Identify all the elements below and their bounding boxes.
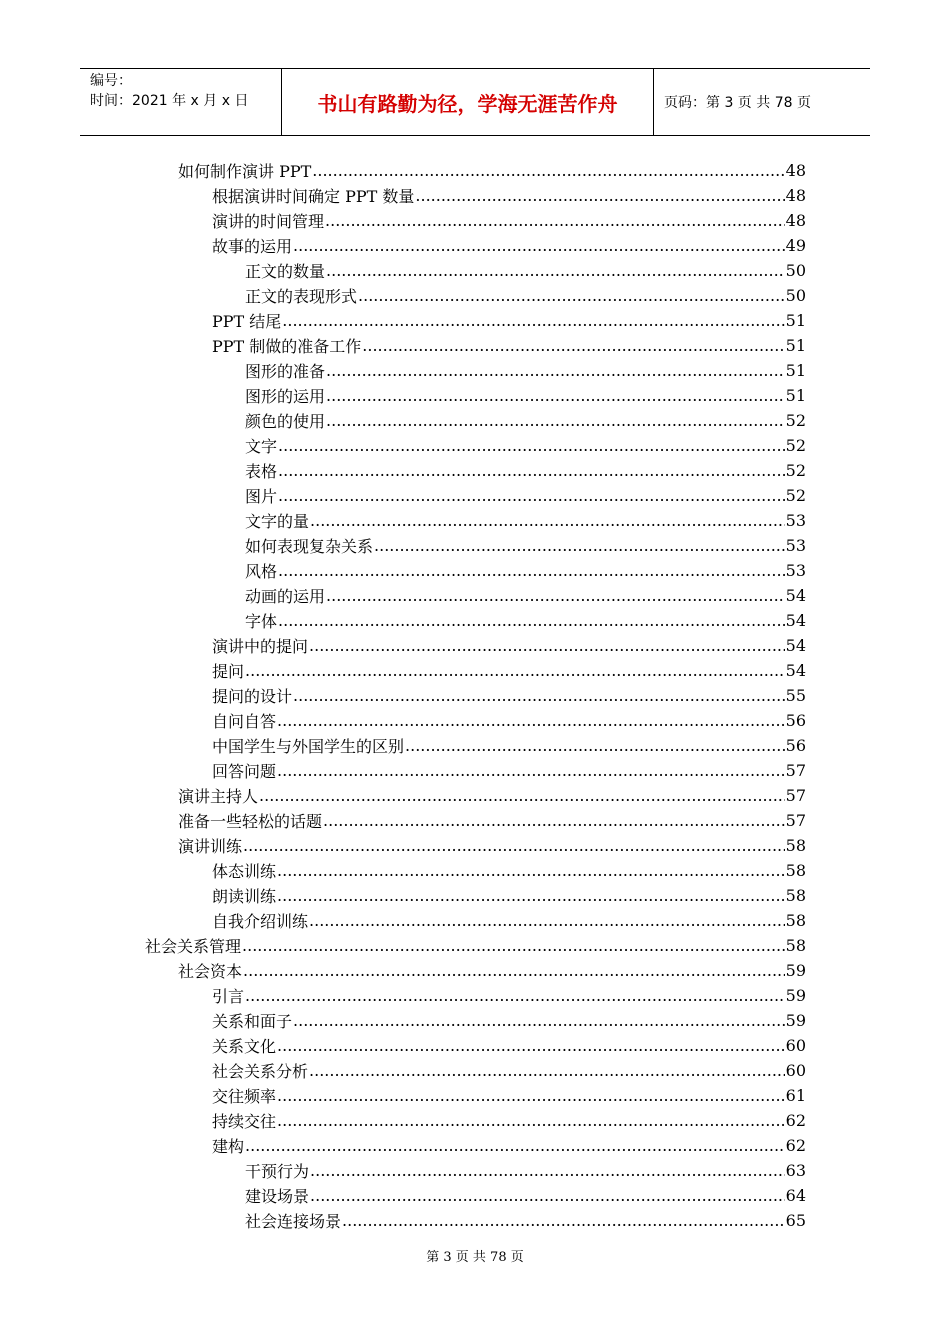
toc-entry-title: 建设场景 [245,1187,310,1206]
toc-entry-title: 自我介绍训练 [212,912,309,931]
toc-leader-dots [278,486,785,505]
toc-entry[interactable] [178,158,806,183]
toc-entry[interactable] [245,608,806,633]
toc-leader-dots [277,711,785,730]
toc-leader-dots [405,736,785,755]
toc-entry[interactable] [245,283,806,308]
toc-entry-page: 49 [785,236,806,255]
toc-entry-title: 社会关系分析 [212,1062,309,1081]
toc-entry[interactable] [245,1208,806,1233]
toc-entry[interactable] [212,633,806,658]
toc-entry-title: 自问自答 [212,712,277,731]
toc-entry-page: 57 [785,811,806,830]
toc-entry-title: 中国学生与外国学生的区别 [212,737,405,756]
toc-entry-title: 引言 [212,987,245,1006]
toc-entry-title: 表格 [245,462,278,481]
toc-entry[interactable] [212,1133,806,1158]
toc-entry-page: 60 [785,1061,806,1080]
toc-entry-title: 交往频率 [212,1087,277,1106]
toc-leader-dots [374,536,785,555]
toc-entry-title: 如何制作演讲 PPT [178,162,312,181]
toc-leader-dots [259,786,785,805]
page-header [80,68,870,136]
toc-entry-page: 53 [785,511,806,530]
header-page-info: 页码：第 3 页 共 78 页 [664,95,811,111]
toc-entry-page: 62 [785,1111,806,1130]
toc-entry[interactable] [212,1008,806,1033]
toc-entry[interactable] [212,708,806,733]
toc-entry-title: 提问 [212,662,245,681]
toc-entry-title: 动画的运用 [245,587,326,606]
toc-entry[interactable] [212,983,806,1008]
toc-entry-title: 如何表现复杂关系 [245,537,374,556]
toc-entry[interactable] [245,358,806,383]
toc-leader-dots [310,1186,785,1205]
toc-entry-title: 社会关系管理 [145,937,242,956]
toc-entry-page: 59 [785,1011,806,1030]
toc-entry-title: PPT 结尾 [212,312,282,331]
toc-leader-dots [278,561,785,580]
toc-entry-page: 58 [785,886,806,905]
toc-entry-title: 演讲主持人 [178,787,259,806]
toc-entry[interactable] [245,433,806,458]
toc-entry[interactable] [212,208,806,233]
toc-leader-dots [245,986,785,1005]
toc-entry-title: 演讲的时间管理 [212,212,325,231]
page-footer: 第 3 页 共 78 页 [426,1250,524,1265]
toc-entry-page: 62 [785,1136,806,1155]
toc-entry-title: PPT 制做的准备工作 [212,337,362,356]
toc-leader-dots [245,1136,785,1155]
toc-entry-page: 52 [785,411,806,430]
toc-entry[interactable] [212,733,806,758]
toc-entry-title: 关系文化 [212,1037,277,1056]
toc-entry-title: 社会连接场景 [245,1212,342,1231]
toc-entry[interactable] [212,758,806,783]
toc-entry-title: 正文的表现形式 [245,287,358,306]
toc-entry-page: 59 [785,986,806,1005]
toc-leader-dots [362,336,784,355]
toc-entry[interactable] [212,858,806,883]
toc-entry-title: 社会资本 [178,962,243,981]
toc-entry-page: 54 [785,636,806,655]
toc-leader-dots [415,186,784,205]
toc-entry-title: 建构 [212,1137,245,1156]
toc-leader-dots [277,1111,785,1130]
toc-entry-page: 58 [785,936,806,955]
toc-entry[interactable] [212,1033,806,1058]
toc-entry-page: 57 [785,761,806,780]
toc-leader-dots [342,1211,785,1230]
toc-entry-title: 图片 [245,487,278,506]
header-meta-cell [80,69,282,135]
toc-entry-title: 正文的数量 [245,262,326,281]
toc-entry-title: 字体 [245,612,278,631]
toc-entry-page: 54 [785,661,806,680]
toc-entry[interactable] [212,908,806,933]
toc-leader-dots [309,1061,785,1080]
toc-leader-dots [310,1161,785,1180]
toc-entry-page: 48 [785,161,806,180]
toc-entry[interactable] [245,483,806,508]
toc-leader-dots [282,311,784,330]
toc-entry-title: 干预行为 [245,1162,310,1181]
toc-entry-title: 故事的运用 [212,237,293,256]
toc-entry-page: 60 [785,1036,806,1055]
toc-entry[interactable] [245,383,806,408]
toc-entry-page: 52 [785,486,806,505]
toc-entry-page: 50 [785,261,806,280]
toc-entry[interactable] [245,458,806,483]
toc-entry-page: 54 [785,586,806,605]
toc-entry-page: 54 [785,611,806,630]
toc-entry-title: 文字 [245,437,278,456]
toc-leader-dots [323,811,785,830]
toc-entry-page: 51 [785,311,806,330]
toc-entry[interactable] [245,1183,806,1208]
toc-entry-page: 57 [785,786,806,805]
table-of-contents [0,158,950,1233]
toc-entry-title: 图形的运用 [245,387,326,406]
toc-entry[interactable] [178,833,806,858]
toc-entry[interactable] [145,933,806,958]
toc-entry-page: 48 [785,186,806,205]
toc-entry-title: 演讲训练 [178,837,243,856]
toc-entry[interactable] [212,683,806,708]
header-number-label: 编号： [90,73,132,89]
toc-entry[interactable] [212,1108,806,1133]
toc-leader-dots [278,436,785,455]
toc-entry-title: 根据演讲时间确定 PPT 数量 [212,187,415,206]
toc-entry-title: 朗读训练 [212,887,277,906]
toc-leader-dots [309,911,785,930]
toc-entry-page: 56 [785,711,806,730]
toc-leader-dots [325,211,785,230]
toc-entry[interactable] [212,233,806,258]
toc-entry[interactable] [212,308,806,333]
toc-leader-dots [243,836,785,855]
toc-entry-page: 63 [785,1161,806,1180]
toc-entry[interactable] [245,408,806,433]
toc-entry[interactable] [178,958,806,983]
toc-entry-title: 颜色的使用 [245,412,326,431]
toc-leader-dots [277,1086,785,1105]
toc-entry-page: 64 [785,1186,806,1205]
toc-entry-page: 55 [785,686,806,705]
toc-leader-dots [326,261,785,280]
toc-leader-dots [293,1011,785,1030]
toc-entry-title: 演讲中的提问 [212,637,309,656]
toc-entry-page: 52 [785,436,806,455]
toc-entry-page: 58 [785,911,806,930]
toc-entry[interactable] [245,533,806,558]
toc-entry[interactable] [178,808,806,833]
toc-leader-dots [277,861,785,880]
toc-entry-title: 回答问题 [212,762,277,781]
toc-entry[interactable] [212,658,806,683]
toc-entry-page: 48 [785,211,806,230]
toc-entry[interactable] [212,1058,806,1083]
toc-leader-dots [326,586,785,605]
toc-entry-title: 图形的准备 [245,362,326,381]
toc-entry-title: 准备一些轻松的话题 [178,812,323,831]
toc-entry-title: 体态训练 [212,862,277,881]
toc-entry[interactable] [245,558,806,583]
toc-leader-dots [326,411,785,430]
toc-leader-dots [278,461,785,480]
toc-entry-page: 58 [785,836,806,855]
toc-entry-title: 关系和面子 [212,1012,293,1031]
toc-entry-page: 65 [785,1211,806,1230]
toc-entry[interactable] [212,333,806,358]
toc-entry[interactable] [178,783,806,808]
toc-entry-page: 52 [785,461,806,480]
toc-entry-page: 50 [785,286,806,305]
toc-entry-title: 风格 [245,562,278,581]
toc-entry-page: 61 [785,1086,806,1105]
toc-leader-dots [243,961,785,980]
toc-leader-dots [326,386,785,405]
toc-entry[interactable] [212,883,806,908]
toc-leader-dots [278,611,785,630]
toc-entry-page: 51 [785,336,806,355]
toc-entry-page: 56 [785,736,806,755]
toc-entry[interactable] [245,508,806,533]
toc-leader-dots [312,161,784,180]
toc-leader-dots [277,761,785,780]
toc-entry-page: 51 [785,361,806,380]
toc-leader-dots [309,636,785,655]
toc-entry-title: 提问的设计 [212,687,293,706]
toc-leader-dots [310,511,785,530]
toc-leader-dots [293,236,785,255]
toc-entry[interactable] [245,583,806,608]
toc-entry-page: 58 [785,861,806,880]
toc-entry-title: 持续交往 [212,1112,277,1131]
toc-entry-page: 53 [785,536,806,555]
toc-entry-page: 59 [785,961,806,980]
toc-entry[interactable] [245,258,806,283]
header-time-label: 时间：2021 年 x 月 x 日 [90,93,249,109]
toc-leader-dots [245,661,785,680]
toc-leader-dots [242,936,785,955]
toc-leader-dots [293,686,785,705]
toc-entry[interactable] [212,183,806,208]
toc-entry-page: 51 [785,386,806,405]
toc-leader-dots [358,286,785,305]
toc-leader-dots [277,886,785,905]
toc-leader-dots [277,1036,785,1055]
header-motto: 书山有路勤为径，学海无涯苦作舟 [282,69,654,135]
toc-entry[interactable] [245,1158,806,1183]
toc-leader-dots [326,361,785,380]
toc-entry-title: 文字的量 [245,512,310,531]
toc-entry-page: 53 [785,561,806,580]
toc-entry[interactable] [212,1083,806,1108]
